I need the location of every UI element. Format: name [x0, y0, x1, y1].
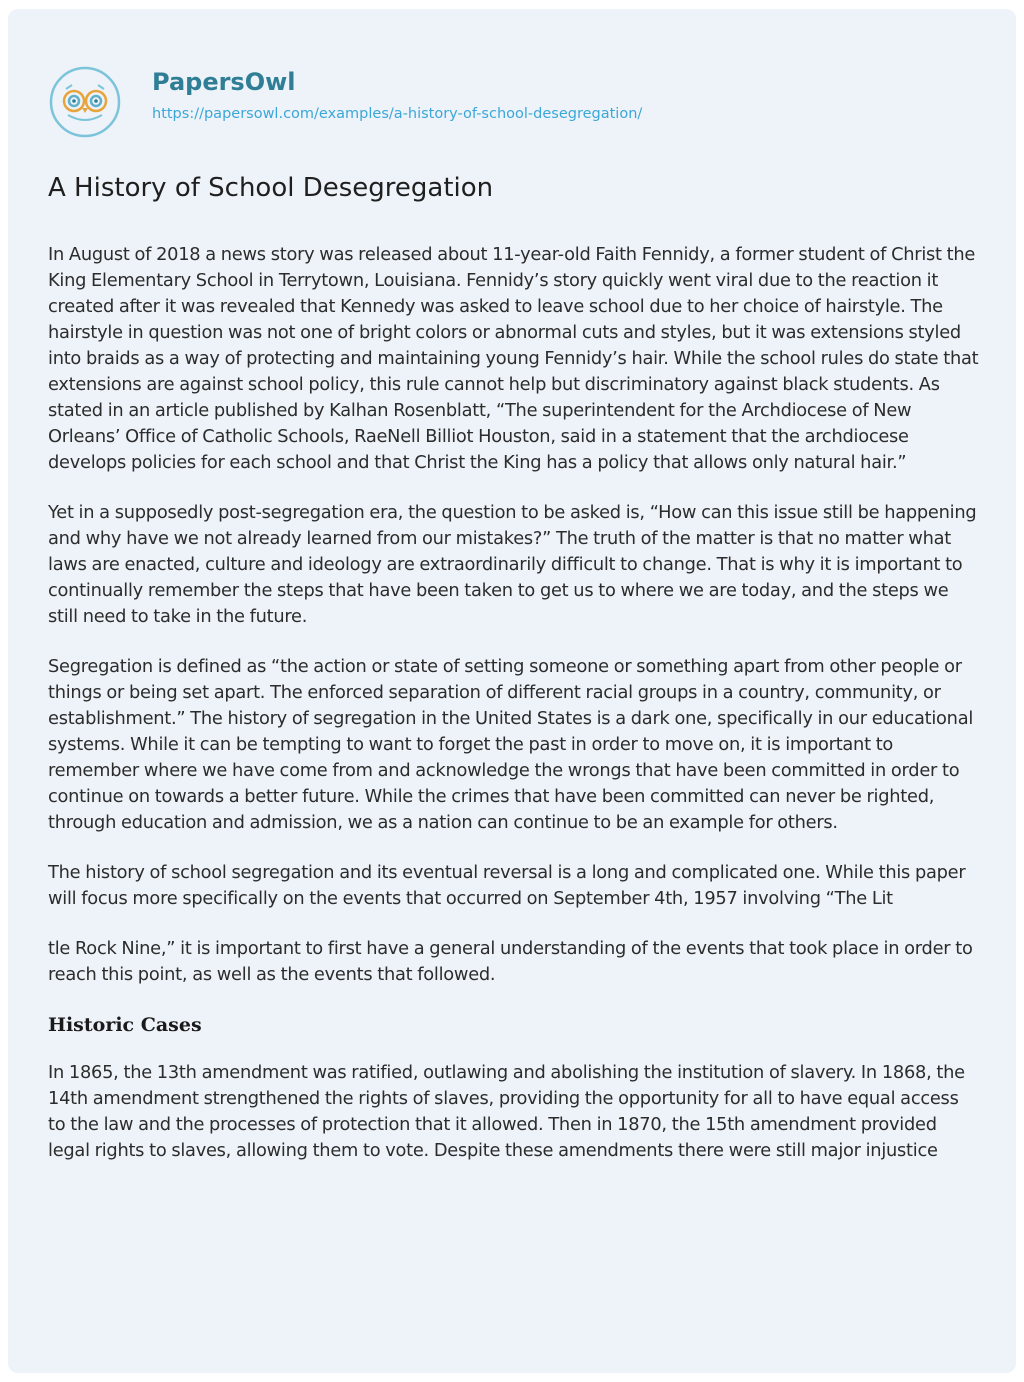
- paragraph: In August of 2018 a news story was released about 11-year-old Faith Fennidy, a former student of Christ the King Elementary School in Terrytown, Louisiana. Fennidy’s story quickly went viral due to the reaction it created after it was revealed that Kennedy was asked to leave school due to her choice of hairstyle. The hairstyle in question was not one of bright colors or abnormal cuts and styles, but it was extensions styled into braids as a way of protecting and maintaining young Fennidy’s hair. While the school rules do state that extensions are against school policy, this rule cannot help but discriminatory against black students. As stated in an article published by Kalhan Rosenblatt, “The superintendent for the Archdiocese of New Orleans’ Office of Catholic Schools, RaeNell Billiot Houston, said in a statement that the archdiocese develops policies for each school and that Christ the King has a policy that allows only natural hair.”: [48, 244, 979, 473]
- brand-name[interactable]: PapersOwl: [152, 68, 296, 96]
- paragraph: tle Rock Nine,” it is important to first have a general understanding of the events that took place in order to reach this point, as well as the events that followed.: [48, 938, 973, 985]
- document-page: [8, 9, 1016, 1373]
- essay-title: A History of School Desegregation: [48, 173, 494, 203]
- source-url-link[interactable]: https://papersowl.com/examples/a-history-of-school-desegregation/: [152, 106, 643, 122]
- paragraph: The history of school segregation and its eventual reversal is a long and complicated one. While this paper will focus more specifically on the events that occurred on September 4th, 1957 involving “The Lit: [48, 862, 966, 909]
- paragraph: In 1865, the 13th amendment was ratified, outlawing and abolishing the institution of slavery. In 1868, the 14th amendment strengthened the rights of slaves, providing the opportunity for all to have equal access to the law and the processes of protection that it allowed. Then in 1870, the 15th amendment provided legal rights to slaves, allowing them to vote. Despite these amendments there were still major injustice: [48, 1062, 965, 1161]
- site-header: [48, 65, 968, 135]
- owl-logo-icon: [48, 65, 122, 139]
- essay-body: [48, 242, 980, 1188]
- paragraph: Segregation is defined as “the action or state of setting someone or something apart from other people or things or being set apart. The enforced separation of different racial groups in a country, community, or establishment.” The history of segregation in the United States is a dark one, specifically in our educational systems. While it can be tempting to want to forget the past in order to move on, it is important to remember where we have come from and acknowledge the wrongs that have been committed in order to continue on towards a better future. While the crimes that have been committed can never be righted, through education and admission, we as a nation can continue to be an example for others.: [48, 656, 974, 833]
- section-heading: Historic Cases: [48, 1014, 202, 1036]
- paragraph: Yet in a supposedly post-segregation era, the question to be asked is, “How can this issue still be happening and why have we not already learned from our mistakes?” The truth of the matter is that no matter what laws are enacted, culture and ideology are extraordinarily difficult to change. That is why it is important to continually remember the steps that have been taken to get us to where we are today, and the steps we still need to take in the future.: [48, 502, 977, 627]
